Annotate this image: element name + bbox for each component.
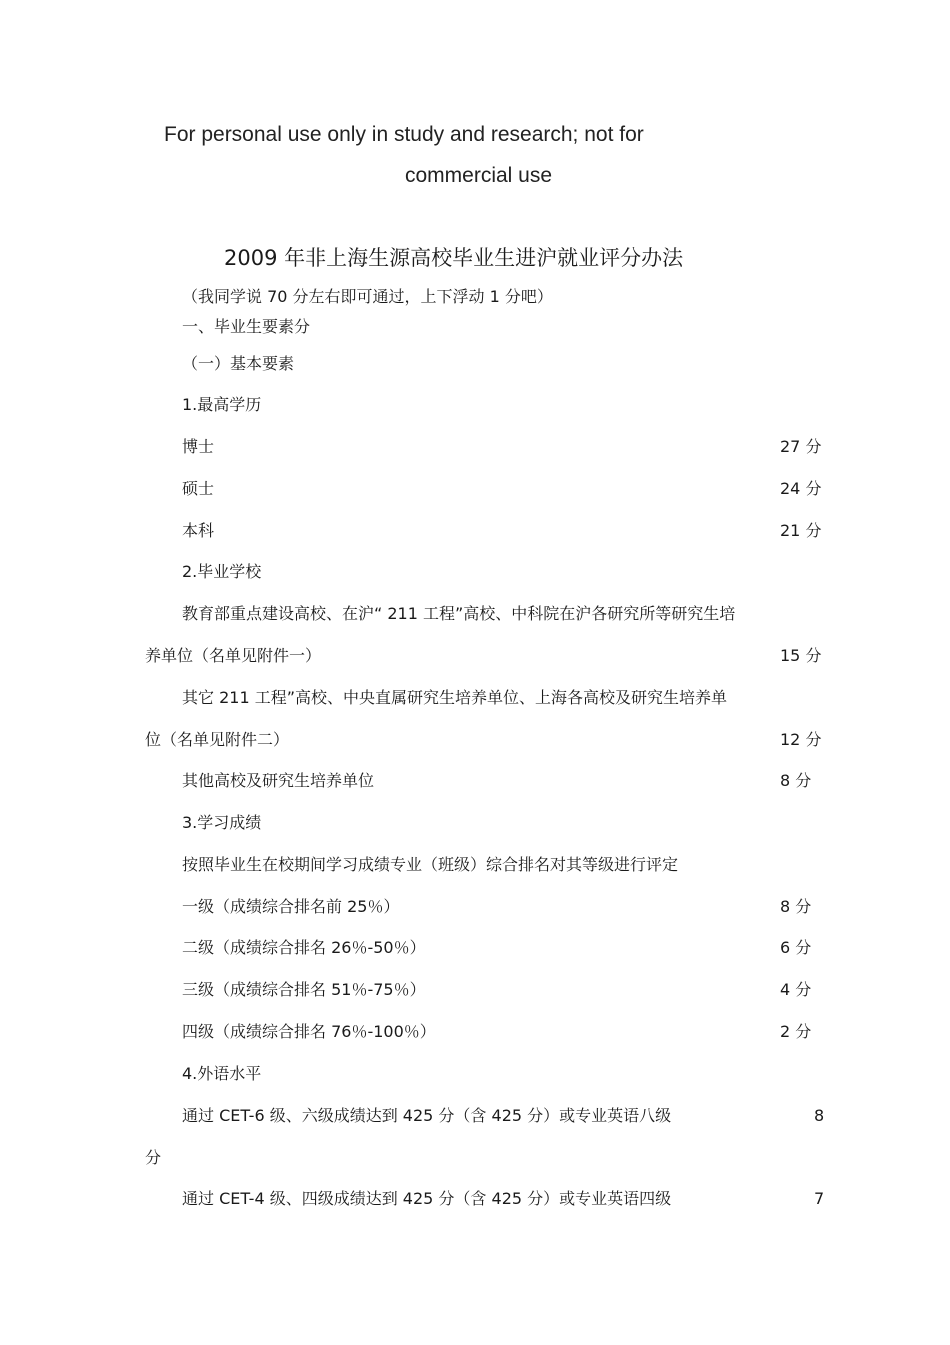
school-row1-line2: 养单位（名单见附件一） bbox=[145, 646, 322, 665]
grade-score: 2 分 bbox=[780, 1022, 812, 1041]
document-title: 2009 年非上海生源高校毕业生进沪就业评分办法 bbox=[224, 246, 684, 270]
school-row2-line1: 其它 211 工程”高校、中央直属研究生培养单位、上海各高校及研究生培养单 bbox=[182, 688, 728, 707]
degree-score: 27 分 bbox=[780, 437, 822, 456]
grade-score: 6 分 bbox=[780, 938, 812, 957]
language-row2-text: 通过 CET-4 级、四级成绩达到 425 分（含 425 分）或专业英语四级 bbox=[182, 1189, 672, 1208]
item-heading-school: 2.毕业学校 bbox=[182, 562, 262, 581]
grade-label: 一级（成绩综合排名前 25％） bbox=[182, 897, 400, 916]
language-row1-unit: 分 bbox=[145, 1148, 162, 1167]
school-row3-score: 8 分 bbox=[780, 771, 812, 790]
school-row1-score: 15 分 bbox=[780, 646, 822, 665]
grade-label: 三级（成绩综合排名 51％-75％） bbox=[182, 980, 426, 999]
item-heading-degree: 1.最高学历 bbox=[182, 395, 262, 414]
subtitle-note: （我同学说 70 分左右即可通过，上下浮动 1 分吧） bbox=[182, 287, 553, 306]
disclaimer-line-2: commercial use bbox=[405, 164, 553, 187]
school-row1-line1: 教育部重点建设高校、在沪“ 211 工程”高校、中科院在沪各研究所等研究生培 bbox=[182, 604, 736, 623]
degree-label: 本科 bbox=[182, 521, 215, 540]
item-heading-grades: 3.学习成绩 bbox=[182, 813, 262, 832]
degree-label: 博士 bbox=[182, 437, 215, 456]
school-row2-line2: 位（名单见附件二） bbox=[145, 730, 290, 749]
grade-score: 8 分 bbox=[780, 897, 812, 916]
language-row1-text: 通过 CET-6 级、六级成绩达到 425 分（含 425 分）或专业英语八级 bbox=[182, 1106, 672, 1125]
section-heading: 一、毕业生要素分 bbox=[182, 317, 311, 336]
degree-score: 21 分 bbox=[780, 521, 822, 540]
item-heading-language: 4.外语水平 bbox=[182, 1064, 262, 1083]
subsection-heading: （一）基本要素 bbox=[182, 354, 295, 373]
school-row3-label: 其他高校及研究生培养单位 bbox=[182, 771, 375, 790]
language-row2-score: 7 bbox=[814, 1189, 825, 1208]
grade-score: 4 分 bbox=[780, 980, 812, 999]
language-row1-score: 8 bbox=[814, 1106, 825, 1125]
degree-label: 硕士 bbox=[182, 479, 215, 498]
degree-score: 24 分 bbox=[780, 479, 822, 498]
grade-label: 四级（成绩综合排名 76％-100％） bbox=[182, 1022, 436, 1041]
grades-intro: 按照毕业生在校期间学习成绩专业（班级）综合排名对其等级进行评定 bbox=[182, 855, 679, 874]
disclaimer-line-1: For personal use only in study and research; not for bbox=[164, 123, 644, 146]
school-row2-score: 12 分 bbox=[780, 730, 822, 749]
grade-label: 二级（成绩综合排名 26％-50％） bbox=[182, 938, 426, 957]
